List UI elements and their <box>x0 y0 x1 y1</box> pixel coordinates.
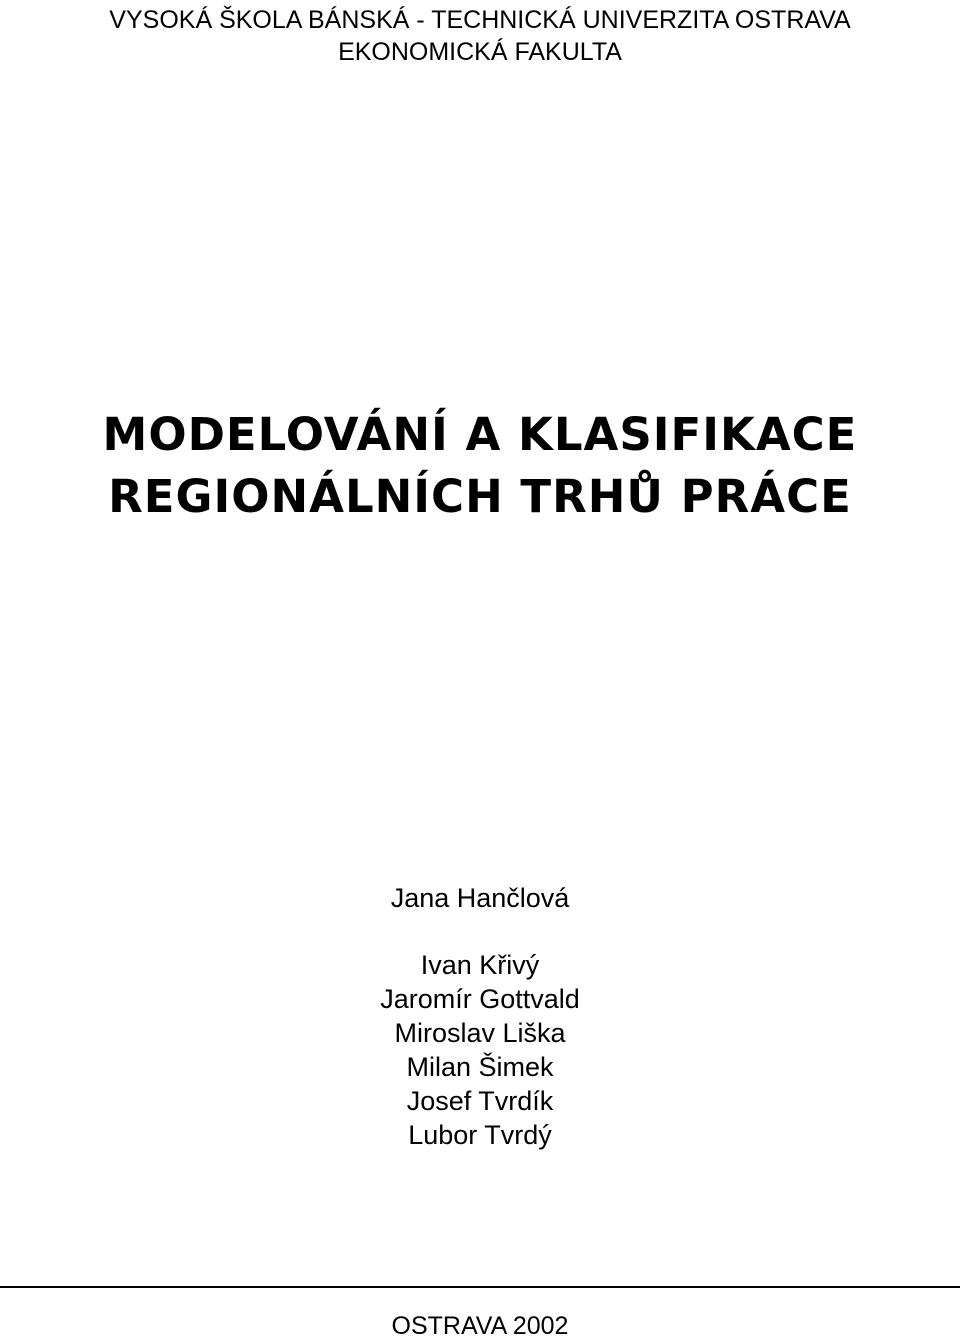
coauthor: Jaromír Gottvald <box>380 984 580 1014</box>
coauthor: Ivan Křivý <box>420 950 540 980</box>
coauthor: Josef Tvrdík <box>406 1086 554 1116</box>
footer-divider <box>0 1286 960 1288</box>
document-title <box>0 404 960 528</box>
faculty-name: EKONOMICKÁ FAKULTA <box>338 38 622 66</box>
lead-author: Jana Hančlová <box>390 883 570 913</box>
title-line-2: REGIONÁLNÍCH TRHŮ PRÁCE <box>108 470 852 523</box>
place-year: OSTRAVA 2002 <box>391 1312 569 1340</box>
coauthor: Miroslav Liška <box>394 1018 566 1048</box>
coauthor-list <box>0 948 960 1152</box>
coauthor: Lubor Tvrdý <box>408 1120 552 1150</box>
title-line-1: MODELOVÁNÍ A KLASIFIKACE <box>102 408 858 461</box>
coauthor: Milan Šimek <box>406 1052 554 1082</box>
university-name: VYSOKÁ ŠKOLA BÁNSKÁ - TECHNICKÁ UNIVERZITA OSTRAVA <box>109 6 851 34</box>
